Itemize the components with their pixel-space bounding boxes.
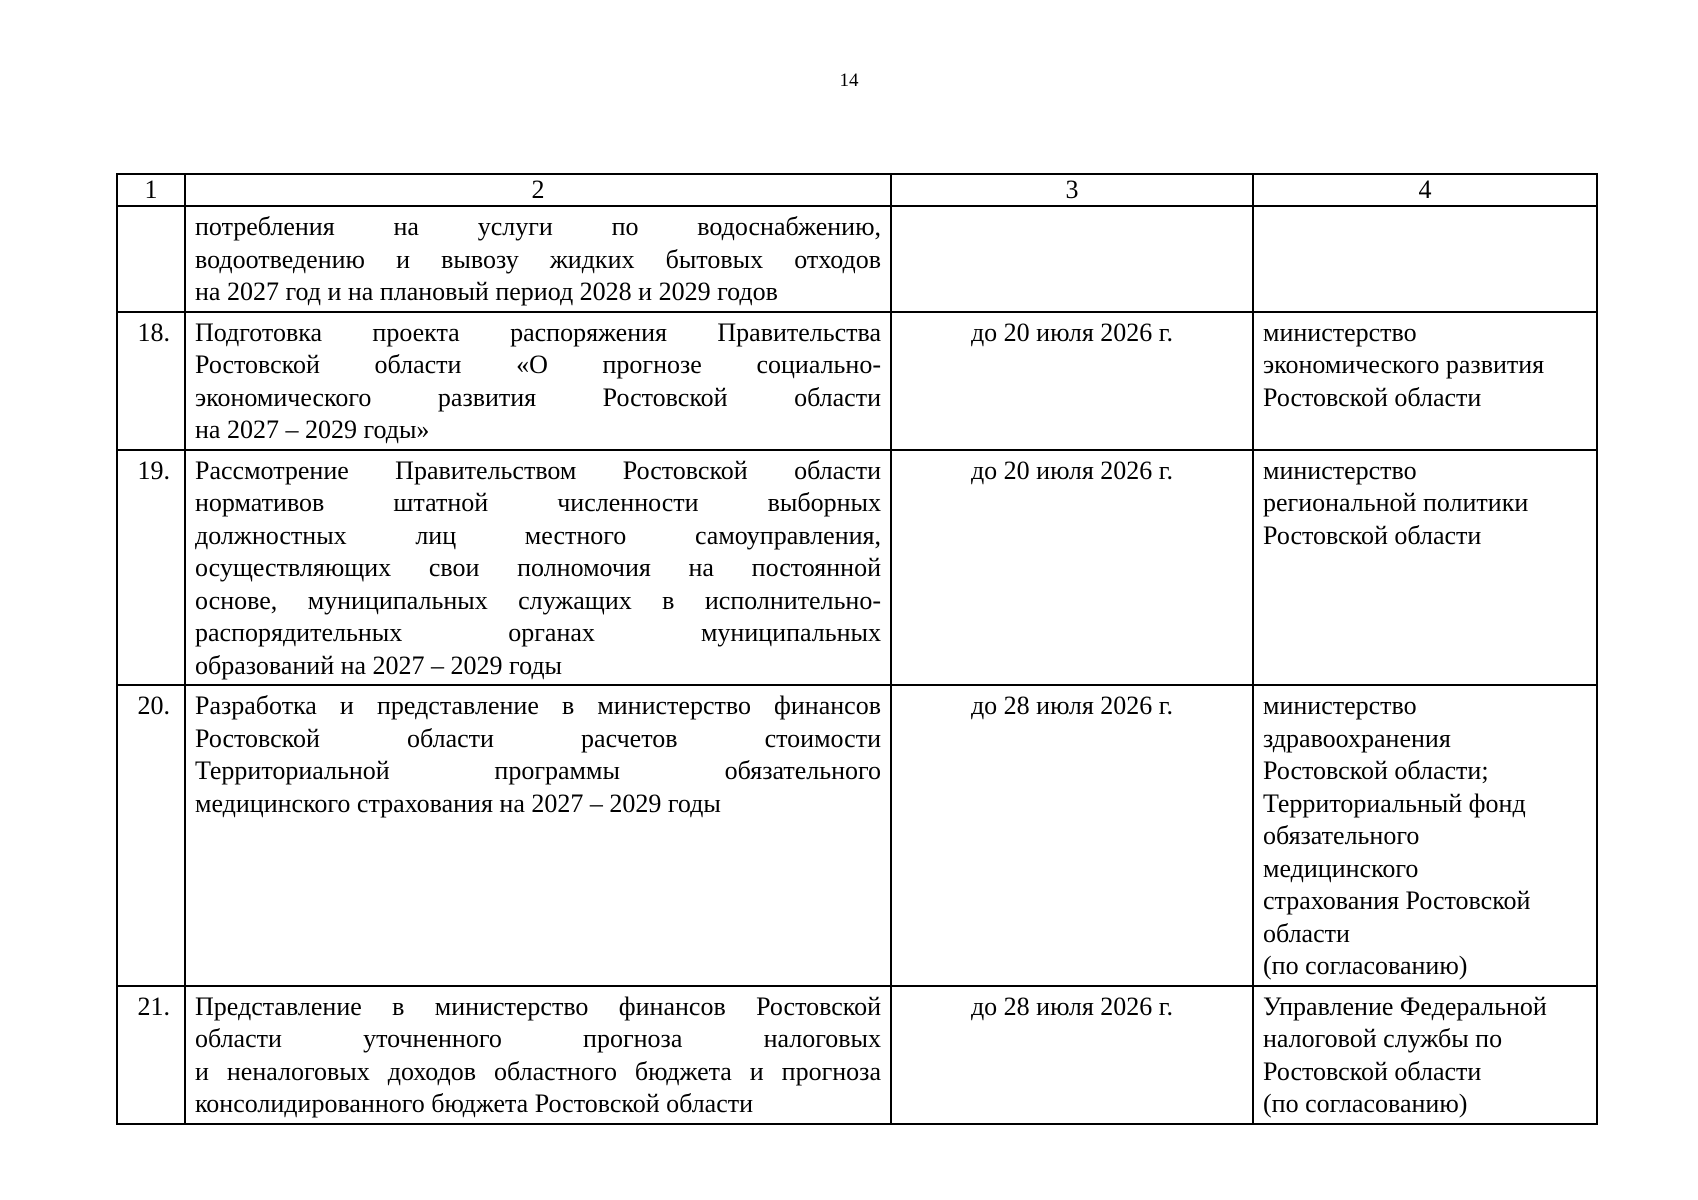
header-cell-1: 1 — [117, 174, 185, 206]
description-line: и неналоговых доходов областного бюджета и прогноза — [195, 1056, 881, 1086]
row-number — [117, 206, 185, 312]
description-line: потребления на услуги по водоснабжению, — [195, 212, 881, 241]
description-line: Рассмотрение Правительством Ростовской области — [195, 455, 881, 485]
responsible-line: Ростовской области; — [1263, 756, 1489, 785]
description-line: медицинского страхования на 2027 – 2029 годы — [195, 788, 721, 818]
header-cell-3: 3 — [891, 174, 1253, 206]
responsible-line: Ростовской области — [1263, 1056, 1482, 1086]
description-line: Подготовка проекта распоряжения Правительства — [195, 317, 881, 347]
row-deadline: до 20 июля 2026 г. — [891, 450, 1253, 686]
row-deadline: до 20 июля 2026 г. — [891, 312, 1253, 450]
description-line: области уточненного прогноза налоговых — [195, 1024, 881, 1053]
row-description — [185, 206, 891, 312]
plan-table — [116, 173, 1598, 1125]
table-row — [117, 312, 1597, 450]
description-line: на 2027 – 2029 годы» — [195, 415, 430, 444]
description-line: на 2027 год и на плановый период 2028 и 2029 годов — [195, 277, 778, 306]
responsible-line: здравоохранения — [1263, 723, 1451, 753]
row-responsible — [1253, 206, 1597, 312]
responsible-line: медицинского — [1263, 853, 1419, 883]
responsible-line: обязательного — [1263, 821, 1420, 850]
description-line: Территориальной программы обязательного — [195, 756, 881, 785]
description-line: осуществляющих свои полномочия на постоянной — [195, 553, 881, 582]
responsible-line: страхования Ростовской — [1263, 886, 1531, 915]
responsible-line: министерство — [1263, 691, 1417, 720]
table-row — [117, 685, 1597, 986]
description-line: основе, муниципальных служащих в исполнительно- — [195, 585, 881, 615]
responsible-line: (по согласованию) — [1263, 951, 1468, 980]
row-description — [185, 986, 891, 1124]
row-responsible — [1253, 986, 1597, 1124]
row-number: 19. — [117, 450, 185, 686]
responsible-line: экономического развития — [1263, 350, 1545, 379]
row-description — [185, 312, 891, 450]
row-deadline — [891, 206, 1253, 312]
page-number: 14 — [839, 70, 859, 91]
table-row — [117, 986, 1597, 1124]
responsible-line: Управление Федеральной — [1263, 991, 1547, 1021]
responsible-line: Ростовской области — [1263, 382, 1482, 412]
description-line: экономического развития Ростовской области — [195, 382, 881, 412]
description-line: Представление в министерство финансов Ростовской — [195, 991, 881, 1021]
responsible-line: (по согласованию) — [1263, 1089, 1468, 1118]
responsible-line: области — [1263, 918, 1350, 948]
row-deadline: до 28 июля 2026 г. — [891, 685, 1253, 986]
responsible-line: министерство — [1263, 317, 1417, 347]
row-number: 20. — [117, 685, 185, 986]
responsible-line: министерство — [1263, 455, 1417, 485]
description-line: распорядительных органах муниципальных — [195, 618, 881, 647]
responsible-line: Территориальный фонд — [1263, 788, 1526, 818]
description-line: водоотведению и вывозу жидких бытовых отходов — [195, 244, 881, 274]
table-row — [117, 206, 1597, 312]
row-responsible — [1253, 312, 1597, 450]
responsible-line: налоговой службы по — [1263, 1024, 1503, 1053]
header-cell-4: 4 — [1253, 174, 1597, 206]
description-line: Разработка и представление в министерство финансов — [195, 691, 881, 720]
row-responsible — [1253, 685, 1597, 986]
description-line: Ростовской области «О прогнозе социально- — [195, 350, 881, 379]
row-deadline: до 28 июля 2026 г. — [891, 986, 1253, 1124]
header-row — [117, 174, 1597, 206]
description-line: консолидированного бюджета Ростовской области — [195, 1089, 754, 1118]
header-cell-2: 2 — [185, 174, 891, 206]
row-number: 18. — [117, 312, 185, 450]
description-line: должностных лиц местного самоуправления, — [195, 520, 881, 550]
row-description — [185, 450, 891, 686]
responsible-line: региональной политики — [1263, 488, 1529, 517]
responsible-line: Ростовской области — [1263, 520, 1482, 550]
row-responsible — [1253, 450, 1597, 686]
description-line: Ростовской области расчетов стоимости — [195, 723, 881, 753]
description-line: нормативов штатной численности выборных — [195, 488, 881, 517]
table-row — [117, 450, 1597, 686]
row-description — [185, 685, 891, 986]
description-line: образований на 2027 – 2029 годы — [195, 650, 563, 680]
row-number: 21. — [117, 986, 185, 1124]
